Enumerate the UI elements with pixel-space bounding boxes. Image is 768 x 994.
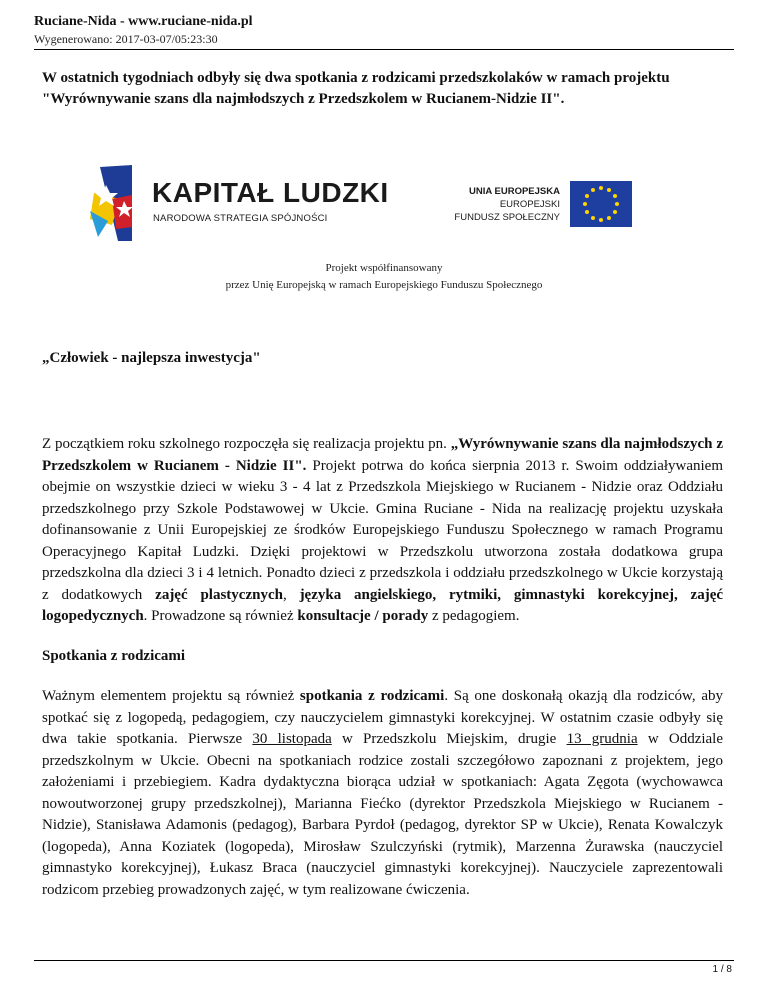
p1-text: Z początkiem roku szkolnego rozpoczęła się realizacja projektu pn.: [42, 436, 451, 452]
eu-text-block: [430, 185, 560, 224]
p2-text: Ważnym elementem projektu są również: [42, 688, 300, 704]
eu-fund-line2: FUNDUSZ SPOŁECZNY: [454, 212, 560, 223]
meetings-paragraph: [42, 686, 723, 901]
p2-text: w Przedszkolu Miejskim, drugie: [331, 731, 567, 747]
caption-line2: przez Unię Europejską w ramach Europejskiego Funduszu Społecznego: [225, 279, 543, 291]
kapital-ludzki-title: KAPITAŁ LUDZKI: [152, 177, 389, 208]
p1-text: z pedagogiem.: [428, 608, 520, 624]
project-paragraph: [42, 434, 723, 628]
p2-text: . Są one doskonałą okazją dla rodziców, aby spotkać się z logopedą, pedagogiem, czy nauczycielem gimnastyki korekcyjnej. W ostatnim czasie odbyły się dwa takie spotkania. Pierwsze: [42, 688, 723, 747]
kapital-ludzki-subtitle: NARODOWA STRATEGIA SPÓJNOŚCI: [153, 213, 328, 224]
caption-line1: Projekt współfinansowany: [325, 262, 443, 274]
p1-text: Projekt potrwa do końca sierpnia 2013 r. Swoim oddziaływaniem obejmie on wszystkie dzieci w wieku 3 - 4 lat z Przedszkola Miejskiego w Rucianem - Nidzie oraz Oddziału przedszkolnego przy Szkole Podstawowej w Ukcie. Gmina Ruciane - Nida na realizację projektu uzyskała dofinansowanie z Unii Europejskiej ze środków Europejskiego Funduszu Społecznego w ramach Programu Operacyjnego Kapitał Ludzki. Dzięki projektowi w Przedszkolu utworzona została dodatkowa grupa przedszkolna dla dzieci 3 i 4 letnich. Ponadto dzieci z przedszkola i oddziału przedszkolnego w Ukcie korzystają z dodatkowych: [42, 457, 723, 603]
header-divider: [34, 49, 734, 50]
eu-flag-stars: [570, 181, 632, 227]
extra-classes: języka angielskiego, rytmiki, gimnastyki korekcyjnej, zajęć logopedycznych: [42, 586, 724, 624]
eu-fund-line1: EUROPEJSKI: [499, 199, 560, 210]
motto-heading: „Człowiek - najlepsza inwestycja": [42, 350, 261, 366]
p1-text: . Prowadzone są również: [143, 608, 298, 624]
site-title: Ruciane-Nida - www.ruciane-nida.pl: [34, 14, 253, 29]
eu-union-label: UNIA EUROPEJSKA: [469, 186, 560, 197]
parent-meetings: spotkania z rodzicami: [299, 688, 445, 704]
date-link-30-november[interactable]: 30 listopada: [252, 731, 332, 747]
intro-paragraph: W ostatnich tygodniach odbyły się dwa spotkania z rodzicami przedszkolaków w ramach projektu "Wyrównywanie szans dla najmłodszych z Przedszkolem w Rucianem-Nidzie II".: [42, 70, 670, 107]
consultations: konsultacje / porady: [297, 608, 429, 624]
footer-divider: [34, 960, 734, 961]
logos-banner: [90, 165, 650, 245]
date-link-13-december[interactable]: 13 grudnia: [566, 731, 638, 747]
project-name: „Wyrównywanie szans dla najmłodszych z Przedszkolem w Rucianem - Nidzie II".: [42, 436, 723, 474]
section-heading-meetings: Spotkania z rodzicami: [42, 648, 186, 664]
art-classes: zajęć plastycznych: [155, 586, 283, 603]
p2-text: w Oddziale przedszkolnym w Ukcie. Obecni na spotkaniach rodzice zostali szczegółowo zapoznani z projektem, jego założeniami i przebiegiem. Kadra dydaktyczna biorąca udział w spotkaniach: Agata Zęgota (wychowawca nowoutworzonej grupy przedszkolnej), Marianna Fiećko (dyrektor Przedszkola Miejskiego w Rucianem - Nidzie), Stanisława Adamonis (pedagog), Barbara Pyrdoł (pedagog, dyrektor SP w Ukcie), Renata Kowalczyk (logopeda), Anna Koziatek (logopeda), Mirosław Szulczyński (rytmik), Marzenna Żurawska (nauczyciel gimnastyko korekcyjnej), Łukasz Braca (nauczyciel gimnastyki korekcyjnej). Nauczyciele zaprezentowali rodzicom przebieg prowadzonych zajęć, w tym realizowane ćwiczenia.: [42, 731, 724, 898]
p1-text: ,: [282, 586, 300, 603]
generated-timestamp: Wygenerowano: 2017-03-07/05:23:30: [34, 32, 218, 46]
page-number: 1 / 8: [712, 964, 732, 975]
